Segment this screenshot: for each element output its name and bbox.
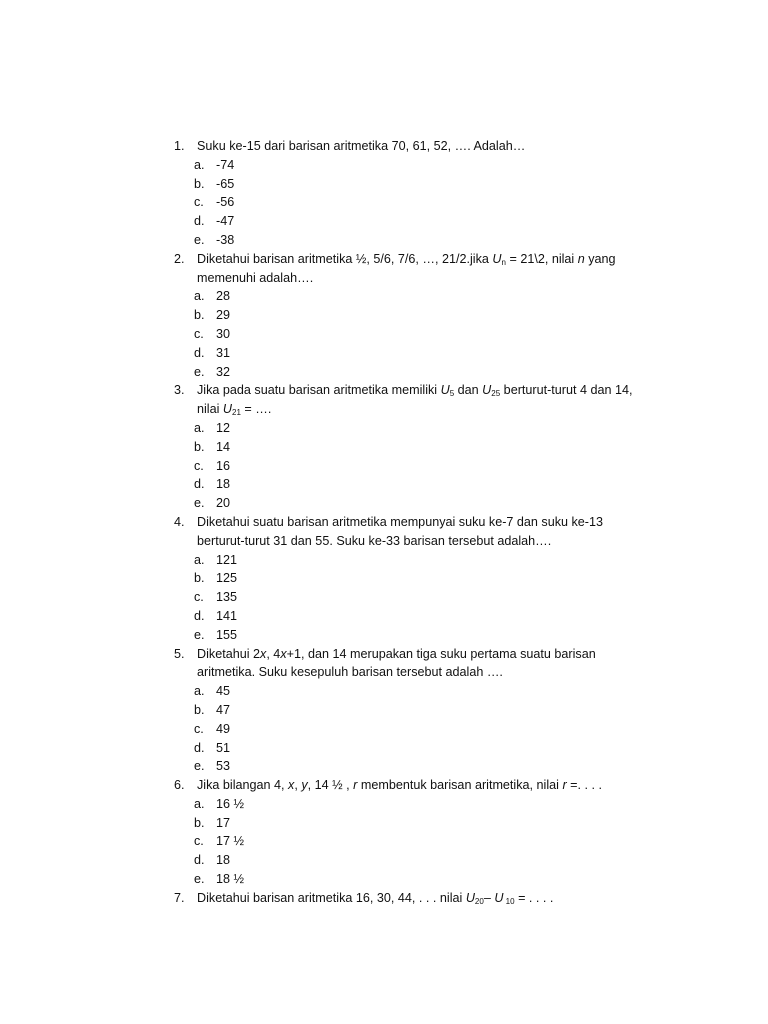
question-row (174, 776, 654, 795)
option-list (174, 795, 654, 889)
option-letter: c. (194, 195, 204, 210)
question-number: 5. (174, 646, 185, 661)
question-text: Diketahui suatu barisan aritmetika mempunyai suku ke-7 dan suku ke-13 berturut-turut 31 dan 55. Suku ke-33 barisan tersebut adalah…. (197, 514, 607, 548)
option-value: 16 ½ (216, 796, 245, 811)
question-4 (174, 513, 654, 645)
option-letter: c. (194, 834, 204, 849)
option-value: 18 (216, 853, 231, 868)
question-text: Diketahui 2x, 4x+1, dan 14 merupakan tiga suku pertama suatu barisan aritmetika. Suku kesepuluh barisan tersebut adalah …. (197, 646, 600, 680)
question-row (174, 889, 654, 908)
question-number: 2. (174, 251, 185, 266)
option-value: 51 (216, 740, 231, 755)
option-b (194, 569, 654, 588)
option-value: -56 (216, 195, 235, 210)
option-a (194, 419, 654, 438)
question-3 (174, 381, 654, 513)
option-letter: e. (194, 872, 205, 887)
option-e (194, 757, 654, 776)
option-d (194, 851, 654, 870)
option-list (174, 287, 654, 381)
question-row (174, 645, 654, 683)
question-text: Diketahui barisan aritmetika 16, 30, 44, . . . nilai $U_{20}-$ U $_{10}$ = . . . . (197, 890, 554, 906)
option-value: 32 (216, 364, 231, 379)
question-7 (174, 889, 654, 908)
question-row (174, 137, 654, 156)
option-b (194, 701, 654, 720)
option-letter: b. (194, 571, 205, 586)
option-b (194, 175, 654, 194)
question-number: 1. (174, 139, 185, 153)
option-letter: c. (194, 590, 204, 605)
question-text: Diketahui barisan aritmetika ½, 5/6, 7/6, …, 21/2.jika $U_n$ = 21\2, nilai n yang memenuhi adalah…. (197, 251, 620, 285)
option-e (194, 231, 654, 250)
option-value: 20 (216, 496, 231, 511)
option-value: 31 (216, 345, 231, 360)
option-value: 135 (216, 590, 238, 605)
option-value: 155 (216, 627, 238, 642)
option-b (194, 438, 654, 457)
option-a (194, 795, 654, 814)
option-value: 18 (216, 477, 231, 492)
option-letter: a. (194, 289, 205, 304)
question-row (174, 381, 654, 419)
option-e (194, 626, 654, 645)
option-letter: e. (194, 759, 205, 774)
option-value: 125 (216, 571, 238, 586)
option-value: 29 (216, 308, 231, 323)
option-letter: d. (194, 740, 205, 755)
option-letter: c. (194, 458, 204, 473)
option-list (174, 682, 654, 776)
option-letter: b. (194, 702, 205, 717)
option-e (194, 494, 654, 513)
option-letter: a. (194, 157, 205, 172)
question-number: 7. (174, 890, 185, 905)
option-value: 17 (216, 815, 231, 830)
option-list (174, 551, 654, 645)
option-letter: e. (194, 627, 205, 642)
option-c (194, 325, 654, 344)
option-letter: a. (194, 684, 205, 699)
option-value: 17 ½ (216, 834, 245, 849)
option-d (194, 212, 654, 231)
option-e (194, 870, 654, 889)
option-value: 30 (216, 326, 231, 341)
option-value: -47 (216, 214, 235, 229)
option-d (194, 475, 654, 494)
option-value: 141 (216, 608, 238, 623)
option-a (194, 551, 654, 570)
option-value: 16 (216, 458, 231, 473)
option-value: 18 ½ (216, 872, 245, 887)
option-letter: b. (194, 815, 205, 830)
option-value: 49 (216, 721, 231, 736)
option-value: -65 (216, 176, 235, 191)
option-letter: e. (194, 364, 205, 379)
question-number: 3. (174, 383, 185, 398)
option-value: 121 (216, 552, 238, 567)
question-row (174, 513, 654, 551)
option-d (194, 344, 654, 363)
option-letter: a. (194, 420, 205, 435)
option-c (194, 588, 654, 607)
option-letter: d. (194, 477, 205, 492)
question-number: 4. (174, 514, 185, 529)
option-letter: a. (194, 552, 205, 567)
option-c (194, 193, 654, 212)
option-c (194, 720, 654, 739)
option-d (194, 607, 654, 626)
option-b (194, 814, 654, 833)
question-number: 6. (174, 778, 185, 793)
question-6 (174, 776, 654, 889)
option-value: 47 (216, 702, 231, 717)
option-value: -74 (216, 157, 235, 172)
option-list (174, 419, 654, 513)
option-value: 14 (216, 439, 231, 454)
option-value: 53 (216, 759, 231, 774)
option-letter: c. (194, 721, 204, 736)
option-letter: a. (194, 796, 205, 811)
option-e (194, 363, 654, 382)
question-text: Jika pada suatu barisan aritmetika memiliki $U_5$ dan $U_{25}$ berturut-turut 4 dan 14, nilai $U_{21}$ = …. (197, 383, 637, 418)
option-a (194, 156, 654, 175)
option-value: 12 (216, 420, 231, 435)
question-2 (174, 250, 654, 382)
question-5 (174, 645, 654, 777)
option-letter: d. (194, 853, 205, 868)
option-d (194, 739, 654, 758)
option-a (194, 287, 654, 306)
option-letter: e. (194, 232, 205, 247)
question-row (174, 250, 654, 288)
option-letter: e. (194, 496, 205, 511)
option-c (194, 832, 654, 851)
option-value: -38 (216, 232, 235, 247)
option-letter: d. (194, 214, 205, 229)
question-list (174, 137, 654, 908)
option-value: 45 (216, 684, 231, 699)
option-letter: b. (194, 176, 205, 191)
option-letter: b. (194, 439, 205, 454)
option-a (194, 682, 654, 701)
option-letter: d. (194, 608, 205, 623)
option-c (194, 457, 654, 476)
option-list (174, 156, 654, 250)
option-value: 28 (216, 289, 231, 304)
question-text: Jika bilangan 4, x, y, 14 ½ , r membentuk barisan aritmetika, nilai r =. . . . (197, 778, 602, 793)
option-letter: b. (194, 308, 205, 323)
option-b (194, 306, 654, 325)
question-text: Suku ke-15 dari barisan aritmetika 70, 61, 52, …. Adalah… (197, 139, 526, 153)
option-letter: c. (194, 326, 204, 341)
option-letter: d. (194, 345, 205, 360)
question-1 (174, 137, 654, 250)
